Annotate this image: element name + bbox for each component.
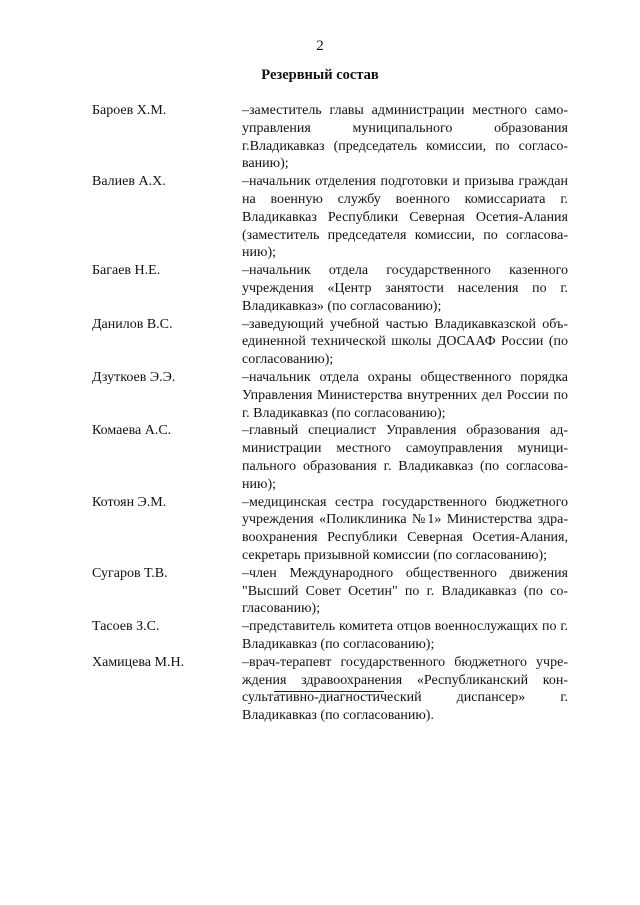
section-heading: Резервный состав — [261, 67, 379, 83]
member-name: Валиев А.Х. — [92, 174, 166, 190]
member-role: –представитель комитета отцов военнослужащих по г. Владикавказ (по согласованию); — [242, 619, 568, 652]
member-name: Дзуткоев Э.Э. — [92, 369, 176, 385]
member-role: –врач-терапевт государственного бюджетного учреждения здравоохранения «Республиканский консультативно-диагностический диспансер» г. Владикавказ (по согласованию). — [242, 654, 568, 724]
member-row — [92, 262, 568, 315]
member-row — [92, 565, 568, 618]
member-role: –начальник отдела охраны общественного порядка Управления Министерства внутренних дел России по г. Владикавказ (по согласованию); — [242, 369, 568, 421]
member-role: –медицинская сестра государственного бюджетного учреждения «Поликлиника №1» Министерства здравоохранения Республики Северная Осетия-Алания, секретарь призывной комиссии (по согласованию); — [242, 494, 568, 563]
member-name: Комаева А.С. — [92, 423, 172, 439]
member-role: –начальник отделения подготовки и призыва граждан на военную службу военного комиссариата г. Владикавказ Республики Северная Осетия-Алания (заместитель председателя комиссии, по согласованию); — [242, 174, 568, 261]
member-role: –главный специалист Управления образования администрации местного самоуправления муниципального образования г. Владикавказ (по согласованию); — [242, 423, 568, 492]
member-row — [92, 494, 568, 565]
member-role: –заместитель главы администрации местного самоуправления муниципального образования г.Владикавказ (председатель комиссии, по согласованию); — [242, 103, 568, 172]
member-name: Бароев Х.М. — [92, 103, 167, 118]
page-number: 2 — [316, 38, 324, 54]
members-list — [92, 102, 568, 725]
member-name: Сугаров Т.В. — [92, 565, 168, 581]
member-row — [92, 618, 568, 654]
member-role: –начальник отдела государственного казенного учреждения «Центр занятости населения по г. Владикавказ» (по согласованию); — [242, 263, 568, 314]
member-name: Тасоев З.С. — [92, 619, 160, 635]
member-row — [92, 102, 568, 173]
member-row — [92, 422, 568, 493]
member-row — [92, 369, 568, 422]
member-row — [92, 316, 568, 369]
member-role: –заведующий учебной частью Владикавказской объединенной технической школы ДОСААФ России (по согласованию); — [242, 316, 568, 368]
member-row — [92, 654, 568, 725]
member-name: Багаев Н.Е. — [92, 263, 161, 279]
member-row — [92, 173, 568, 262]
member-name: Хамицева М.Н. — [92, 654, 185, 670]
member-name: Котоян Э.М. — [92, 494, 167, 510]
closing-divider — [274, 691, 384, 692]
member-role: –член Международного общественного движения "Высший Совет Осетин" по г. Владикавказ (по согласованию); — [242, 565, 568, 617]
member-name: Данилов В.С. — [92, 316, 173, 332]
